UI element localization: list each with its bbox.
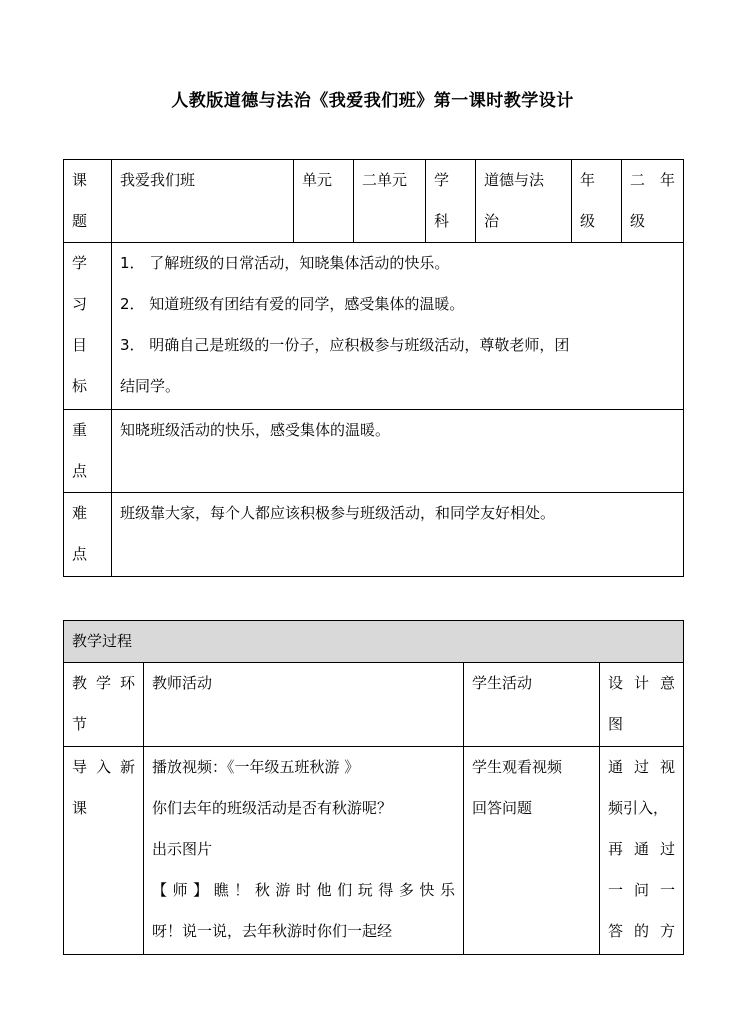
col-intent-line: 图 (608, 715, 624, 733)
grade-label-2: 级 (580, 212, 596, 230)
intent-line: 再 通 过 (608, 840, 676, 858)
key-label-cell (64, 410, 112, 493)
teacher-line: 播放视频：《一年级五班秋游 》 (152, 758, 360, 776)
intent-line: 频引入， (608, 799, 669, 817)
page-title: 人教版道德与法治《我爱我们班》第一课时教学设计 (171, 91, 574, 111)
col-intent-line: 设 计 意 (608, 674, 676, 692)
goals-label-char: 目 (72, 336, 88, 354)
goals-row (64, 243, 684, 410)
col-student: 学生活动 (464, 663, 600, 747)
unit-label: 单元 (294, 160, 354, 243)
difficult-label-char: 点 (72, 545, 88, 563)
grade-value-1: 二 年 (630, 171, 675, 189)
col-stage-line: 教 学 环 (72, 674, 135, 692)
goal-item: 结同学。 (120, 377, 181, 395)
col-teacher: 教师活动 (144, 663, 464, 747)
key-point-row (64, 410, 684, 493)
teacher-line: 【师】瞧！秋游时他们玩得多快乐 (152, 881, 455, 899)
process-header-row (64, 621, 684, 663)
teaching-process-table (63, 620, 684, 955)
stage-cell (64, 747, 144, 955)
goal-item: 3． 明确自己是班级的一份子，应积极参与班级活动，尊敬老师，团 (120, 336, 570, 354)
unit-value: 二单元 (354, 160, 426, 243)
teacher-line: 出示图片 (152, 840, 213, 858)
key-point-text: 知晓班级活动的快乐，感受集体的温暖。 (112, 410, 684, 493)
subject-value-cell (476, 160, 572, 243)
lesson-row (64, 160, 684, 243)
process-header: 教学过程 (64, 621, 684, 663)
goals-label-char: 标 (72, 377, 88, 395)
intent-cell (600, 747, 684, 955)
grade-value-cell (622, 160, 684, 243)
grade-label-cell (572, 160, 622, 243)
difficult-label-char: 难 (72, 504, 88, 522)
subject-value-1: 道德与法 (484, 171, 545, 189)
goal-item: 2． 知道班级有团结有爱的同学，感受集体的温暖。 (120, 295, 465, 313)
stage-line: 课 (72, 799, 88, 817)
teacher-activity-cell (144, 747, 464, 955)
grade-label-1: 年 (580, 171, 596, 189)
subject-value-2: 治 (484, 212, 500, 230)
subject-label-2: 科 (434, 212, 450, 230)
goals-label-cell (64, 243, 112, 410)
lesson-info-table (63, 159, 684, 577)
student-activity-cell (464, 747, 600, 955)
goals-content (112, 243, 684, 410)
difficult-point-row (64, 493, 684, 577)
lesson-label-1: 课 (72, 171, 88, 189)
teacher-line: 你们去年的班级活动是否有秋游呢？ (152, 799, 393, 817)
subject-label-1: 学 (434, 171, 450, 189)
teacher-line: 呀！说一说，去年秋游时你们一起经 (152, 922, 393, 940)
difficult-label-cell (64, 493, 112, 577)
lesson-label-2: 题 (72, 212, 88, 230)
col-stage-cell (64, 663, 144, 747)
key-label-char: 点 (72, 462, 88, 480)
grade-value-2: 级 (630, 212, 646, 230)
student-line: 学生观看视频 (472, 758, 563, 776)
col-stage-line: 节 (72, 715, 88, 733)
goals-label-char: 习 (72, 295, 88, 313)
subject-label-cell (426, 160, 476, 243)
goals-label-char: 学 (72, 254, 88, 272)
col-intent-cell (600, 663, 684, 747)
intent-line: 一 问 一 (608, 881, 676, 899)
lesson-label-cell (64, 160, 112, 243)
student-line: 回答问题 (472, 799, 533, 817)
lesson-value: 我爱我们班 (112, 160, 294, 243)
stage-line: 导 入 新 (72, 758, 135, 776)
key-label-char: 重 (72, 421, 88, 439)
goal-item: 1． 了解班级的日常活动，知晓集体活动的快乐。 (120, 254, 450, 272)
intent-line: 答 的 方 (608, 922, 676, 940)
process-columns-row (64, 663, 684, 747)
process-row-intro (64, 747, 684, 955)
difficult-point-text: 班级靠大家，每个人都应该积极参与班级活动，和同学友好相处。 (112, 493, 684, 577)
intent-line: 通 过 视 (608, 758, 676, 776)
